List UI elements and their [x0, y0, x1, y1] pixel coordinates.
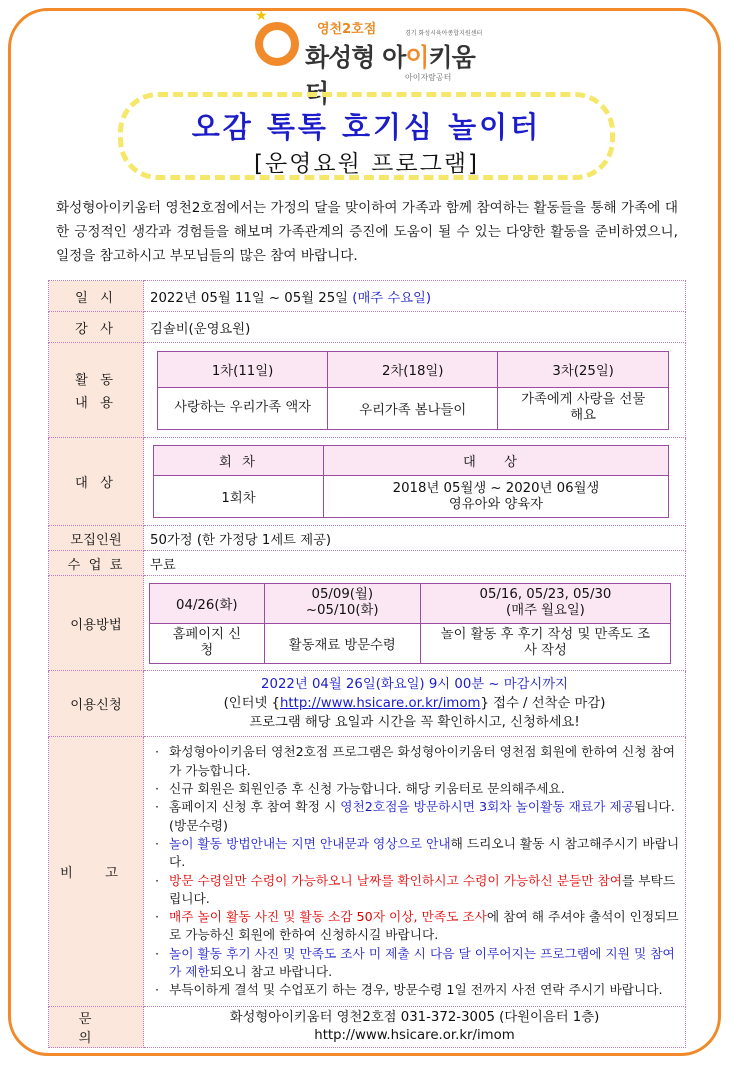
value-recruit: 50가정 (한 가정당 1세트 제공) [144, 526, 686, 551]
label-recruit: 모집인원 [49, 526, 144, 551]
row-notes [49, 737, 686, 1007]
activity-item-2: 우리가족 봄나들이 [328, 387, 498, 429]
method-body-1: 홈페이지 신청 [150, 623, 265, 663]
method-head-3: 05/16, 05/23, 05/30 (매주 월요일) [420, 583, 670, 623]
label-contact: 문 의 [49, 1007, 144, 1048]
note-item: · 방문 수령일만 수령이 가능하오니 날짜를 확인하시고 수령이 가능하신 분들만 참여를 부탁드립니다. [151, 872, 680, 909]
method-head-2: 05/09(월) ~05/10(화) [264, 583, 420, 623]
title-box [118, 92, 615, 180]
row-fee [49, 551, 686, 576]
label-teacher: 강 사 [49, 312, 144, 343]
value-teacher: 김솔비(운영요원) [144, 312, 686, 343]
apply-link[interactable]: http://www.hsicare.or.kr/imom [280, 696, 481, 711]
note-item: · 놀이 활동 방법안내는 지면 안내문과 영상으로 안내해 드리오니 활동 시 참고해주시기 바랍니다. [151, 835, 680, 872]
note-item: · 매주 놀이 활동 사진 및 활동 소감 50자 이상, 만족도 조사에 참여 해 주셔야 출석이 인정되므로 가능하신 회원에 한하여 신청하시길 바랍니다. [151, 908, 680, 945]
logo-tagline: 아이자람공터 [405, 73, 452, 82]
value-apply: 2022년 04월 26일(화요일) 9시 00분 ~ 마감시까지 (인터넷 {http://www.hsicare.or.kr/imom} 접수 / 선착순 마감) 프로그램 해당 요일과 시간을 꼭 확인하시고, 신청하세요! [144, 671, 686, 737]
page-title: 오감 톡톡 호기심 놀이터 [191, 110, 542, 144]
logo [255, 8, 485, 108]
row-apply [49, 671, 686, 737]
note-item: · 화성형아이키움터 영천2호점 프로그램은 화성형아이키움터 영천점 회원에 한하여 신청 참여가 가능합니다. [151, 743, 680, 780]
org-name: 경기 화성시육아종합지원센터 [405, 30, 483, 37]
method-body-3: 놀이 활동 후 후기 작성 및 만족도 조사 작성 [420, 623, 670, 663]
note-item: · 놀이 활동 후기 사진 및 만족도 조사 미 제출 시 다음 달 이루어지는 프로그램에 지원 및 참여가 제한되오니 참고 바랍니다. [151, 945, 680, 982]
target-table [153, 445, 669, 518]
activity-head-3: 3차(25일) [498, 351, 669, 387]
activity-head-1: 1차(11일) [158, 351, 328, 387]
method-table [149, 583, 671, 664]
notes-list [145, 739, 684, 1003]
row-activity [49, 343, 686, 438]
target-cell [144, 438, 686, 526]
notes-cell [144, 737, 686, 1007]
label-fee: 수 업 료 [49, 551, 144, 576]
label-activity: 활 동 내 용 [49, 343, 144, 438]
logo-branch: 영천2호점 [317, 22, 377, 37]
info-table [48, 280, 686, 1048]
activity-head-2: 2차(18일) [328, 351, 498, 387]
method-head-1: 04/26(화) [150, 583, 265, 623]
contact-link[interactable]: http://www.hsicare.or.kr/imom [314, 1028, 515, 1043]
row-recruit [49, 526, 686, 551]
activity-item-3: 가족에게 사랑을 선물해요 [498, 387, 669, 429]
target-desc: 2018년 05월생 ~ 2020년 06월생 영유아와 양육자 [323, 476, 668, 518]
label-method: 이용방법 [49, 576, 144, 671]
row-teacher [49, 312, 686, 343]
value-contact: 화성형아이키움터 영천2호점 031-372-3005 (다원이음터 1층) http://www.hsicare.or.kr/imom [144, 1007, 686, 1048]
note-item: · 신규 회원은 회원인증 후 신청 가능합니다. 해당 키움터로 문의해주세요. [151, 780, 680, 798]
star-icon: ★ [255, 8, 268, 24]
target-head-1: 회 차 [154, 446, 324, 476]
smile-face-icon [255, 22, 299, 66]
label-notes: 비 고 [49, 737, 144, 1007]
row-method [49, 576, 686, 671]
target-session: 1회차 [154, 476, 324, 518]
row-target [49, 438, 686, 526]
label-apply: 이용신청 [49, 671, 144, 737]
method-body-2: 활동재료 방문수령 [264, 623, 420, 663]
row-date [49, 281, 686, 312]
logo-name: 화성형 아이키움터 [305, 43, 475, 108]
label-target: 대 상 [49, 438, 144, 526]
intro-text: 화성형아이키움터 영천2호점에서는 가정의 달을 맞이하여 가족과 함께 참여하는 활동들을 통해 가족에 대한 긍정적인 생각과 경험들을 해보며 가족관계의 증진에 도움이 될 수 있는 다양한 활동을 준비하였으니, 일정을 참고하시고 부모님들의 많은 참여 바랍니다. [56, 200, 678, 264]
activity-cell [144, 343, 686, 438]
value-date: 2022년 05월 11일 ~ 05월 25일 (매주 수요일) [144, 281, 686, 312]
row-contact [49, 1007, 686, 1048]
method-cell [144, 576, 686, 671]
note-item: · 홈페이지 신청 후 참여 확정 시 영천2호점을 방문하시면 3회차 놀이활동 재료가 제공됩니다.(방문수령) [151, 798, 680, 835]
label-date: 일 시 [49, 281, 144, 312]
value-fee: 무료 [144, 551, 686, 576]
activity-item-1: 사랑하는 우리가족 액자 [158, 387, 328, 429]
activity-table [157, 351, 669, 430]
page-subtitle: [운영요원 프로그램] [253, 151, 479, 177]
note-item: · 부득이하게 결석 및 수업포기 하는 경우, 방문수령 1일 전까지 사전 연락 주시기 바랍니다. [151, 981, 680, 999]
target-head-2: 대 상 [323, 446, 668, 476]
